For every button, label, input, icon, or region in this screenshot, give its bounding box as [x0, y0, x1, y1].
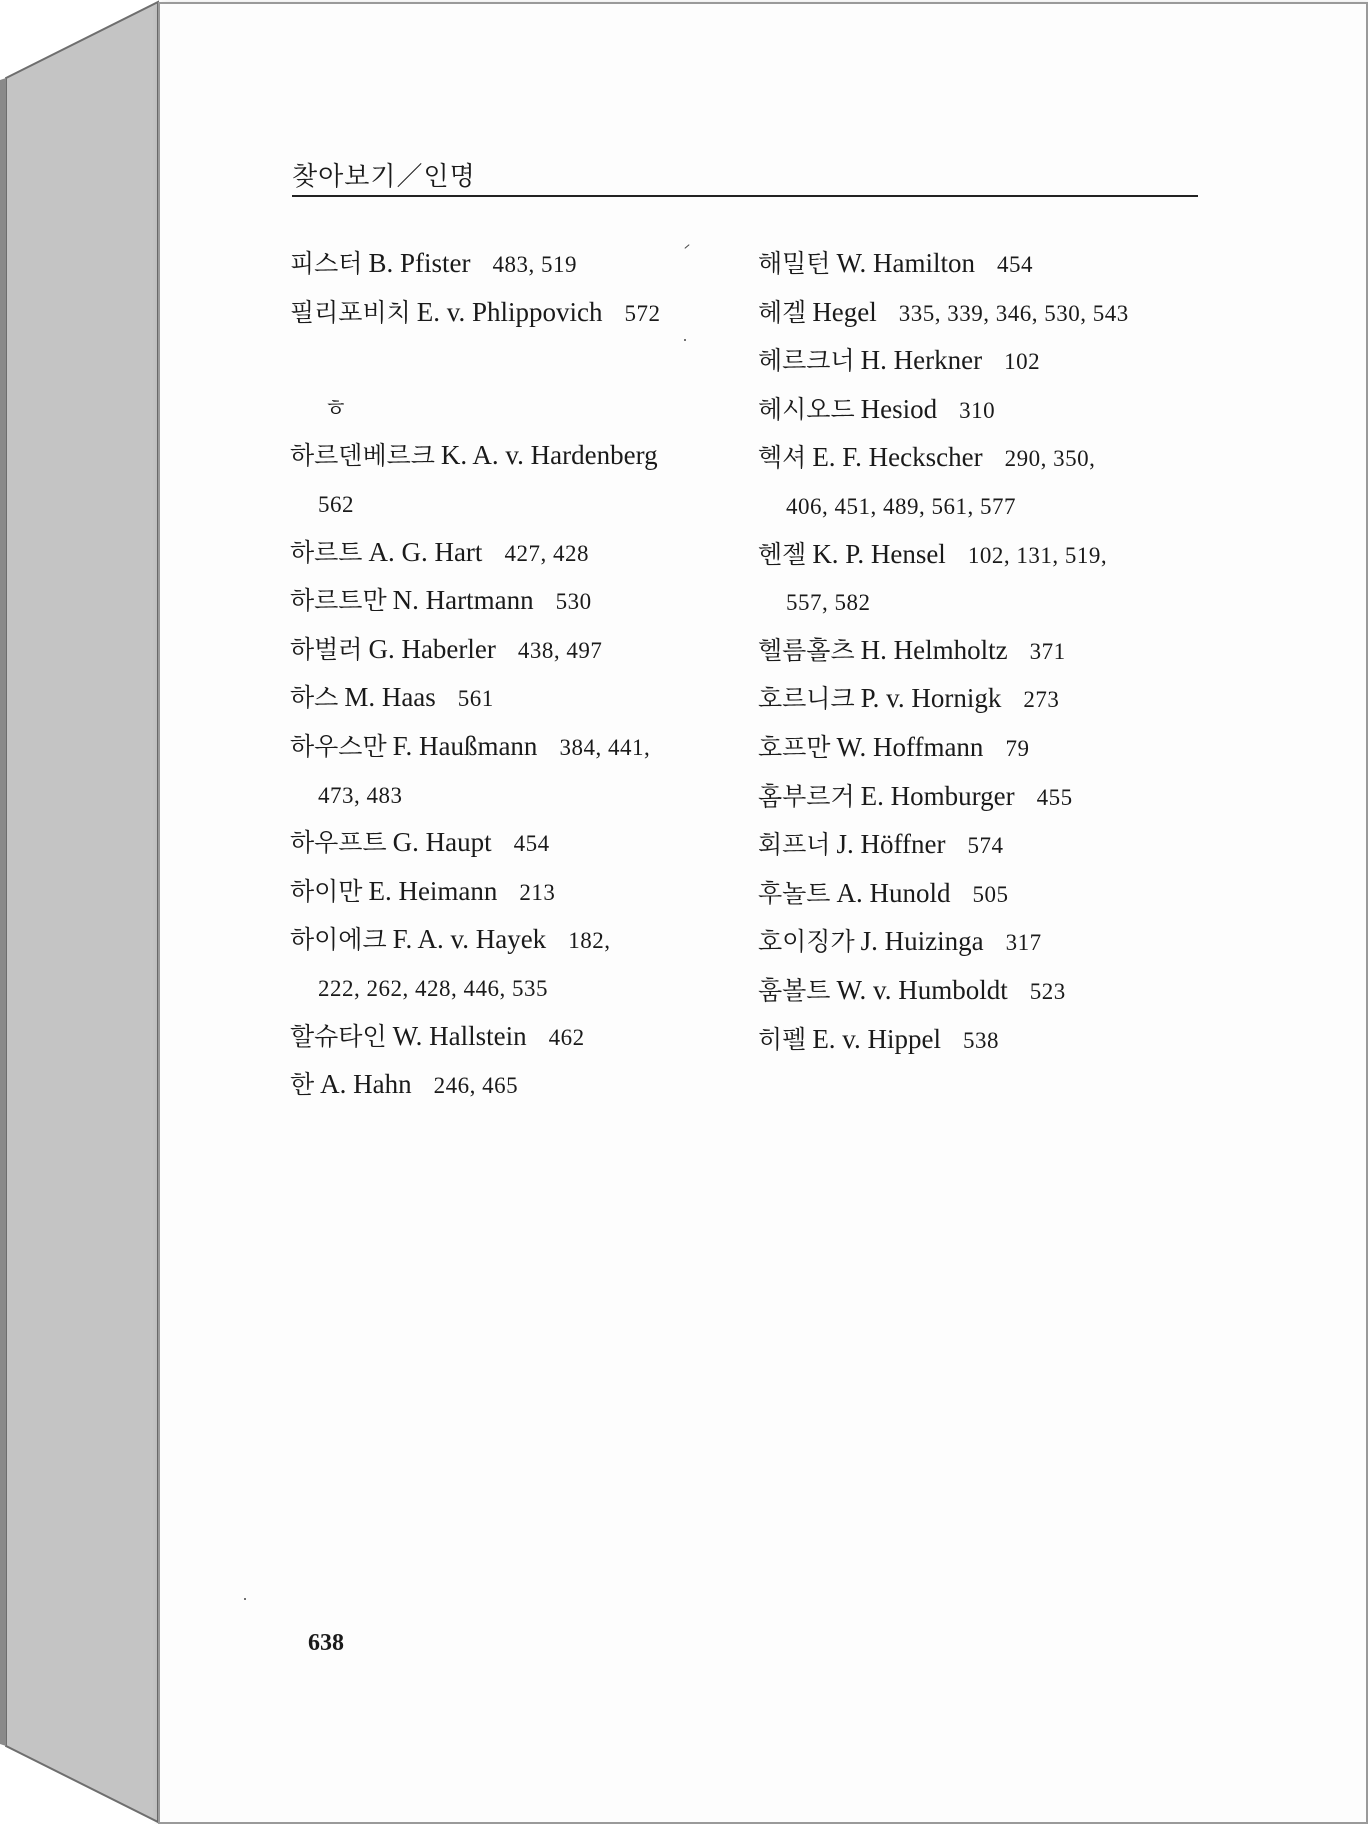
index-entry	[758, 337, 1208, 386]
index-entry	[290, 529, 730, 578]
entry-original-name: H. Helmholtz	[860, 634, 1008, 665]
entry-original-name: E. Heimann	[368, 875, 498, 906]
entry-page-refs: 427, 428	[504, 540, 589, 566]
book-page	[158, 2, 1368, 1824]
entry-page-refs: 102, 131, 519,	[967, 542, 1108, 568]
index-entry	[290, 240, 730, 289]
entry-page-refs: 371	[1029, 638, 1066, 664]
entry-korean-name: 하우프트	[290, 828, 387, 858]
index-entry	[290, 723, 730, 772]
entry-original-name: J. Höffner	[836, 829, 946, 860]
entry-korean-name: 헥셔	[758, 443, 807, 473]
entry-original-name: M. Haas	[344, 682, 436, 713]
entry-korean-name: 하스	[290, 683, 339, 713]
entry-original-name: B. Pfister	[368, 248, 471, 278]
entry-page-refs: 102	[1004, 349, 1041, 375]
index-entry	[290, 289, 730, 338]
entry-original-name: H. Herkner	[860, 345, 983, 376]
index-entry	[758, 724, 1208, 773]
entry-page-refs: 483, 519	[492, 252, 577, 277]
entry-page-refs: 290, 350,	[1004, 446, 1096, 472]
entry-page-refs-continued: 406, 451, 489, 561, 577	[786, 493, 1016, 519]
entry-original-name: F. A. v. Hayek	[392, 924, 547, 955]
entry-page-refs: 273	[1023, 687, 1060, 713]
entry-page-refs-continued: 222, 262, 428, 446, 535	[318, 975, 548, 1001]
entry-korean-name: 하르트	[290, 537, 363, 567]
entry-page-refs: 317	[1005, 930, 1042, 956]
index-column-right	[758, 240, 1208, 1064]
entry-korean-name: 호이징가	[758, 927, 855, 957]
index-entry	[758, 240, 1208, 289]
entry-page-refs: 335, 339, 346, 530, 543	[898, 300, 1129, 326]
entry-page-refs: 182,	[568, 928, 611, 954]
index-entry	[758, 531, 1208, 580]
page-header: 찾아보기／인명	[292, 156, 1198, 197]
entry-korean-name: 헤시오드	[758, 394, 855, 424]
entry-korean-name: 하르트만	[290, 586, 387, 616]
index-entry	[290, 868, 730, 917]
entry-page-refs: 574	[967, 833, 1004, 859]
index-entry	[290, 432, 730, 481]
index-entry	[758, 821, 1208, 870]
index-entry	[758, 289, 1208, 338]
entry-original-name: A. Hunold	[836, 877, 951, 908]
entry-original-name: F. Haußmann	[392, 730, 538, 761]
index-entry	[758, 1016, 1208, 1065]
entry-korean-name: 피스터	[290, 249, 363, 278]
index-entry	[758, 675, 1208, 724]
entry-original-name: E. F. Heckscher	[812, 442, 983, 473]
entry-korean-name: 해밀턴	[758, 249, 831, 278]
section-heading: ㅎ	[324, 393, 348, 422]
entry-original-name: P. v. Hornigk	[860, 683, 1002, 714]
entry-korean-name: 호프만	[758, 732, 831, 762]
entry-page-refs: 310	[959, 397, 996, 423]
entry-page-refs: 79	[1005, 735, 1030, 761]
entry-original-name: J. Huizinga	[860, 926, 984, 957]
index-entry	[758, 870, 1208, 919]
entry-original-name: Hesiod	[860, 393, 938, 424]
index-entry	[758, 434, 1208, 483]
entry-korean-name: 할슈타인	[290, 1021, 387, 1051]
entry-original-name: Hegel	[812, 296, 877, 327]
book-spine	[0, 0, 160, 1824]
entry-original-name: N. Hartmann	[392, 585, 534, 616]
entry-original-name: W. v. Humboldt	[836, 974, 1008, 1005]
index-entry	[758, 386, 1208, 435]
entry-korean-name: 하이만	[290, 876, 363, 906]
entry-page-refs: 455	[1036, 784, 1073, 810]
entry-korean-name: 하우스만	[290, 731, 387, 761]
index-entry	[290, 577, 730, 626]
entry-page-refs: 438, 497	[517, 637, 603, 663]
entry-original-name: W. Hallstein	[392, 1020, 527, 1051]
index-entry	[290, 916, 730, 965]
entry-original-name: K. P. Hensel	[812, 538, 946, 569]
entry-original-name: A. Hahn	[320, 1069, 412, 1100]
index-entry	[758, 627, 1208, 676]
index-entry	[758, 967, 1208, 1016]
entry-korean-name: 헤르크너	[758, 346, 855, 376]
entry-page-refs-continued: 562	[318, 491, 354, 517]
entry-page-refs: 505	[972, 881, 1009, 907]
print-speck	[684, 339, 686, 341]
index-entry	[290, 626, 730, 675]
entry-korean-name: 홈부르거	[758, 781, 855, 811]
index-entry	[290, 1061, 730, 1110]
section-gap	[290, 337, 730, 385]
entry-page-refs: 538	[963, 1027, 1000, 1053]
index-entry	[758, 773, 1208, 822]
entry-original-name: W. Hoffmann	[836, 731, 984, 762]
entry-page-refs: 561	[457, 686, 494, 712]
entry-page-refs: 530	[555, 589, 592, 615]
entry-korean-name: 헬름홀츠	[758, 635, 855, 665]
entry-original-name: K. A. v. Hardenberg	[440, 440, 658, 471]
entry-page-refs-continued: 557, 582	[786, 590, 871, 616]
entry-korean-name: 하이에크	[290, 925, 387, 955]
entry-page-refs: 454	[513, 831, 550, 857]
entry-korean-name: 헨젤	[758, 539, 807, 569]
entry-korean-name: 히펠	[758, 1024, 807, 1054]
entry-original-name: E. v. Phlippovich	[416, 296, 603, 327]
entry-original-name: W. Hamilton	[836, 248, 975, 278]
entry-page-refs: 572	[624, 300, 661, 326]
entry-korean-name: 하벌러	[290, 634, 363, 664]
entry-korean-name: 회프너	[758, 830, 831, 860]
entry-korean-name: 헤겔	[758, 297, 807, 327]
entry-original-name: A. G. Hart	[368, 536, 483, 567]
entry-korean-name: 훔볼트	[758, 975, 831, 1005]
entry-page-refs: 384, 441,	[559, 734, 651, 760]
entry-original-name: E. Homburger	[860, 780, 1015, 811]
page-number: 638	[308, 1630, 344, 1656]
entry-original-name: G. Haupt	[392, 827, 492, 858]
entry-korean-name: 하르덴베르크	[290, 441, 435, 471]
entry-page-refs: 246, 465	[433, 1073, 519, 1099]
index-column-left	[290, 240, 730, 1110]
entry-original-name: E. v. Hippel	[812, 1023, 942, 1054]
entry-original-name: G. Haberler	[368, 633, 496, 664]
entry-korean-name: 필리포비치	[290, 297, 411, 327]
index-entry	[290, 819, 730, 868]
entry-korean-name: 후놀트	[758, 878, 831, 908]
entry-page-refs: 523	[1029, 978, 1066, 1004]
entry-korean-name: 호르니크	[758, 684, 855, 714]
entry-page-refs-continued: 473, 483	[318, 782, 403, 808]
entry-page-refs: 462	[548, 1024, 585, 1050]
print-speck	[244, 1598, 246, 1600]
entry-page-refs: 213	[519, 879, 556, 905]
index-entry	[758, 918, 1208, 967]
entry-page-refs: 454	[996, 252, 1033, 277]
index-entry	[290, 1013, 730, 1062]
index-entry	[290, 674, 730, 723]
entry-korean-name: 한	[290, 1070, 315, 1100]
